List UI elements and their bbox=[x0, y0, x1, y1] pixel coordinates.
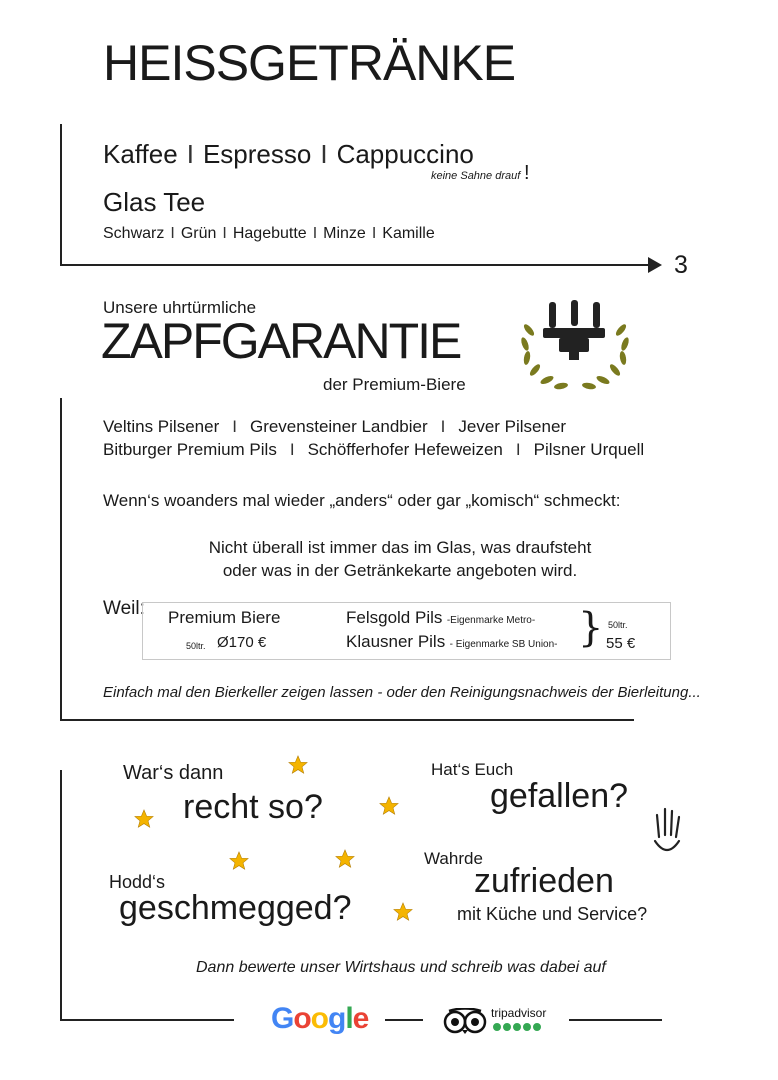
beer-tap-laurel-icon bbox=[515, 300, 635, 396]
separator: I bbox=[371, 225, 377, 242]
tap-intro: Unsere uhrtürmliche bbox=[103, 298, 257, 317]
tap-subtitle: der Premium-Biere bbox=[323, 375, 466, 394]
separator: I bbox=[515, 440, 521, 459]
google-letter: G bbox=[271, 1002, 294, 1035]
separator: I bbox=[289, 440, 295, 459]
premium-label: Premium Biere bbox=[168, 608, 281, 627]
no-cream-note: keine Sahne drauf bbox=[431, 170, 521, 182]
review-q4-tail: mit Küche und Service? bbox=[457, 904, 648, 924]
review-q4-big: zufrieden bbox=[474, 862, 614, 900]
google-letter: e bbox=[352, 1002, 369, 1035]
cheap-beer-1 bbox=[346, 608, 535, 628]
star-icon bbox=[392, 901, 414, 923]
cheap-beer-name: Klausner Pils bbox=[346, 632, 446, 651]
separator: I bbox=[440, 417, 446, 436]
star-icon bbox=[228, 850, 250, 872]
review-bracket-left bbox=[60, 770, 62, 1020]
premium-price: Ø170 € bbox=[217, 634, 267, 651]
beer-row-1 bbox=[103, 417, 566, 437]
separator: I bbox=[186, 139, 194, 169]
google-letter: g bbox=[328, 1002, 346, 1035]
cheap-beer-name: Felsgold Pils bbox=[346, 608, 443, 627]
separator: I bbox=[320, 139, 328, 169]
star-icon bbox=[378, 795, 400, 817]
beer-name: Schöfferhofer Hefeweizen bbox=[307, 440, 503, 459]
tea-item: Kamille bbox=[382, 225, 435, 242]
tap-question: Wenn‘s woanders mal wieder „anders“ oder gar „komisch“ schmeckt: bbox=[103, 491, 621, 510]
tea-row bbox=[103, 225, 435, 243]
beer-name: Veltins Pilsener bbox=[103, 417, 220, 436]
rating-dot bbox=[503, 1023, 511, 1031]
star-icon bbox=[334, 848, 356, 870]
separator: I bbox=[232, 417, 237, 436]
cheap-beer-2 bbox=[346, 632, 558, 652]
statement-line: Nicht überall ist immer das im Glas, was draufsteht bbox=[208, 538, 592, 557]
premium-volume: 50ltr. bbox=[186, 641, 206, 651]
review-q1-small: War‘s dann bbox=[123, 762, 224, 784]
coffee-item: Cappuccino bbox=[336, 139, 474, 169]
beer-name: Bitburger Premium Pils bbox=[103, 440, 277, 459]
review-q3-small: Hodd‘s bbox=[109, 872, 166, 892]
google-letter: o bbox=[293, 1002, 311, 1035]
tap-bracket-left bbox=[60, 398, 62, 720]
review-bracket-bottom-mid bbox=[385, 1019, 423, 1021]
tripadvisor-logo[interactable] bbox=[443, 1006, 555, 1036]
review-call-to-action: Dann bewerte unser Wirtshaus und schreib was dabei auf bbox=[196, 959, 606, 976]
separator: I bbox=[170, 225, 175, 242]
google-letter: o bbox=[310, 1002, 328, 1035]
tripadvisor-rating-dots bbox=[493, 1023, 541, 1031]
beer-name: Grevensteiner Landbier bbox=[249, 417, 428, 436]
review-q2-big: gefallen? bbox=[490, 777, 629, 815]
separator: I bbox=[312, 225, 318, 242]
star-icon bbox=[287, 754, 309, 776]
star-icon bbox=[133, 808, 155, 830]
tap-title: ZAPFGARANTIE bbox=[101, 313, 461, 369]
rating-dot bbox=[493, 1023, 501, 1031]
page-reference: 3 bbox=[674, 251, 688, 279]
statement-line: oder was in der Getränkekarte angeboten wird. bbox=[222, 561, 578, 580]
no-cream-mark: ! bbox=[524, 162, 530, 184]
google-letter: l bbox=[345, 1002, 353, 1035]
hot-drinks-title: HEISSGETRÄNKE bbox=[103, 35, 516, 91]
beer-name: Jever Pilsener bbox=[458, 417, 567, 436]
arrow-right-icon bbox=[648, 257, 662, 273]
coffee-item: Espresso bbox=[202, 139, 312, 169]
review-q1-big: recht so? bbox=[183, 788, 323, 826]
tap-statement bbox=[100, 536, 700, 582]
review-bracket-bottom-left bbox=[60, 1019, 234, 1021]
tap-footer: Einfach mal den Bierkeller zeigen lassen - oder den Reinigungsnachweis der Bierleitung... bbox=[103, 684, 701, 701]
cheap-beer-note: - Eigenmarke SB Union- bbox=[449, 639, 558, 650]
rating-dot bbox=[533, 1023, 541, 1031]
google-logo[interactable] bbox=[271, 1002, 368, 1036]
coffee-row bbox=[103, 139, 474, 170]
curly-brace-icon: } bbox=[578, 605, 604, 651]
beer-name: Pilsner Urquell bbox=[533, 440, 645, 459]
cheap-volume: 50ltr. bbox=[608, 620, 628, 630]
review-bracket-bottom-right bbox=[569, 1019, 662, 1021]
rating-dot bbox=[513, 1023, 521, 1031]
review-q2-small: Hat‘s Euch bbox=[431, 760, 514, 779]
cheap-beer-note: -Eigenmarke Metro- bbox=[446, 615, 536, 626]
glass-tea-heading: Glas Tee bbox=[103, 187, 206, 217]
separator: I bbox=[222, 225, 227, 242]
tripadvisor-wordmark: tripadvisor bbox=[491, 1006, 547, 1020]
tap-bracket-bottom bbox=[60, 719, 634, 721]
tea-item: Hagebutte bbox=[232, 225, 307, 242]
coffee-item: Kaffee bbox=[103, 139, 178, 169]
tea-item: Minze bbox=[323, 225, 366, 242]
review-q4-small: Wahrde bbox=[424, 849, 483, 868]
tea-item: Schwarz bbox=[103, 225, 165, 242]
beer-row-2 bbox=[103, 440, 644, 460]
weil-label: Weil: bbox=[103, 598, 145, 619]
section-bracket-left bbox=[60, 124, 62, 266]
rating-dot bbox=[523, 1023, 531, 1031]
section-bracket-bottom bbox=[60, 264, 656, 266]
review-q3-big: geschmegged? bbox=[119, 889, 352, 927]
tea-item: Grün bbox=[180, 225, 217, 242]
waving-hand-icon bbox=[651, 805, 685, 857]
tripadvisor-owl-icon bbox=[443, 1008, 487, 1034]
cheap-price: 55 € bbox=[606, 635, 636, 652]
